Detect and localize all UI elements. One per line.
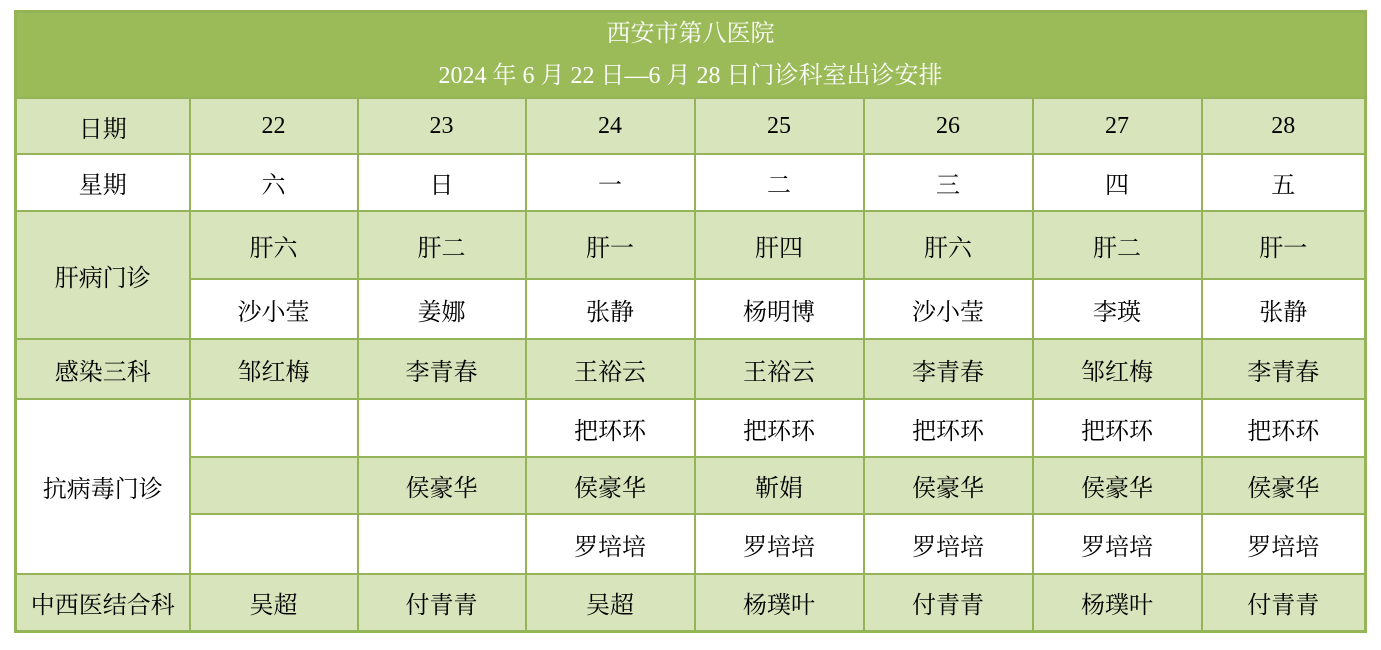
schedule-cell: 肝一 (1202, 211, 1366, 279)
schedule-cell: 肝二 (358, 211, 526, 279)
schedule-cell: 把环环 (864, 399, 1033, 457)
schedule-cell: 罗培培 (1033, 514, 1202, 574)
schedule-cell (190, 399, 358, 457)
schedule-table (14, 10, 1367, 633)
antiviral-clinic-row-2 (16, 457, 1366, 514)
schedule-subtitle: 2024 年 6 月 22 日—6 月 28 日门诊科室出诊安排 (438, 63, 943, 89)
schedule-cell: 侯豪华 (864, 457, 1033, 514)
schedule-cell: 罗培培 (1202, 514, 1366, 574)
schedule-cell: 靳娟 (695, 457, 864, 514)
antiviral-clinic-row-3 (16, 514, 1366, 574)
schedule-cell: 把环环 (1202, 399, 1366, 457)
antiviral-clinic-row-1 (16, 399, 1366, 457)
section-label-liver-clinic: 肝病门诊 (16, 211, 190, 339)
schedule-cell: 杨明博 (695, 279, 864, 339)
title-row (16, 12, 1366, 99)
schedule-cell: 邹红梅 (1033, 339, 1202, 399)
schedule-cell: 沙小莹 (190, 279, 358, 339)
schedule-cell: 肝六 (864, 211, 1033, 279)
schedule-cell: 侯豪华 (1202, 457, 1366, 514)
schedule-cell: 杨璞叶 (1033, 574, 1202, 631)
date-cell-23: 23 (358, 98, 526, 154)
schedule-cell: 侯豪华 (358, 457, 526, 514)
liver-clinic-row-2 (16, 279, 1366, 339)
date-cell-26: 26 (864, 98, 1033, 154)
schedule-cell: 姜娜 (358, 279, 526, 339)
schedule-cell: 付青青 (1202, 574, 1366, 631)
schedule-cell: 李青春 (358, 339, 526, 399)
schedule-cell (358, 514, 526, 574)
schedule-cell: 邹红梅 (190, 339, 358, 399)
schedule-cell (190, 457, 358, 514)
schedule-cell: 罗培培 (864, 514, 1033, 574)
section-label-infection-dept: 感染三科 (16, 339, 190, 399)
section-label-tcm-dept: 中西医结合科 (16, 574, 190, 631)
schedule-cell: 王裕云 (526, 339, 695, 399)
date-cell-24: 24 (526, 98, 695, 154)
date-cell-28: 28 (1202, 98, 1366, 154)
schedule-cell: 把环环 (695, 399, 864, 457)
schedule-cell: 肝六 (190, 211, 358, 279)
weekday-cell-fri: 五 (1202, 154, 1366, 211)
schedule-cell: 李青春 (1202, 339, 1366, 399)
schedule-cell: 肝四 (695, 211, 864, 279)
schedule-cell: 付青青 (358, 574, 526, 631)
schedule-cell: 罗培培 (526, 514, 695, 574)
schedule-cell: 张静 (526, 279, 695, 339)
date-row (16, 98, 1366, 154)
weekday-cell-tue: 二 (695, 154, 864, 211)
schedule-cell (358, 399, 526, 457)
schedule-cell: 侯豪华 (1033, 457, 1202, 514)
weekday-cell-sat: 六 (190, 154, 358, 211)
schedule-cell (190, 514, 358, 574)
schedule-cell: 张静 (1202, 279, 1366, 339)
date-cell-25: 25 (695, 98, 864, 154)
schedule-cell: 吴超 (190, 574, 358, 631)
date-cell-27: 27 (1033, 98, 1202, 154)
schedule-cell: 李青春 (864, 339, 1033, 399)
weekday-cell-sun: 日 (358, 154, 526, 211)
liver-clinic-row-1 (16, 211, 1366, 279)
tcm-dept-row (16, 574, 1366, 631)
table-title-cell (16, 12, 1366, 99)
schedule-cell: 罗培培 (695, 514, 864, 574)
hospital-name: 西安市第八医院 (606, 21, 775, 47)
schedule-cell: 杨璞叶 (695, 574, 864, 631)
schedule-cell: 把环环 (526, 399, 695, 457)
weekday-cell-wed: 三 (864, 154, 1033, 211)
date-cell-22: 22 (190, 98, 358, 154)
schedule-cell: 侯豪华 (526, 457, 695, 514)
weekday-cell-mon: 一 (526, 154, 695, 211)
weekday-row (16, 154, 1366, 211)
schedule-cell: 把环环 (1033, 399, 1202, 457)
schedule-cell: 李瑛 (1033, 279, 1202, 339)
weekday-cell-thu: 四 (1033, 154, 1202, 211)
schedule-cell: 付青青 (864, 574, 1033, 631)
infection-dept-row (16, 339, 1366, 399)
schedule-cell: 吴超 (526, 574, 695, 631)
section-label-antiviral-clinic: 抗病毒门诊 (16, 399, 190, 574)
weekday-row-label: 星期 (16, 154, 190, 211)
date-row-label: 日期 (16, 98, 190, 154)
schedule-cell: 肝二 (1033, 211, 1202, 279)
schedule-cell: 王裕云 (695, 339, 864, 399)
schedule-cell: 肝一 (526, 211, 695, 279)
schedule-cell: 沙小莹 (864, 279, 1033, 339)
